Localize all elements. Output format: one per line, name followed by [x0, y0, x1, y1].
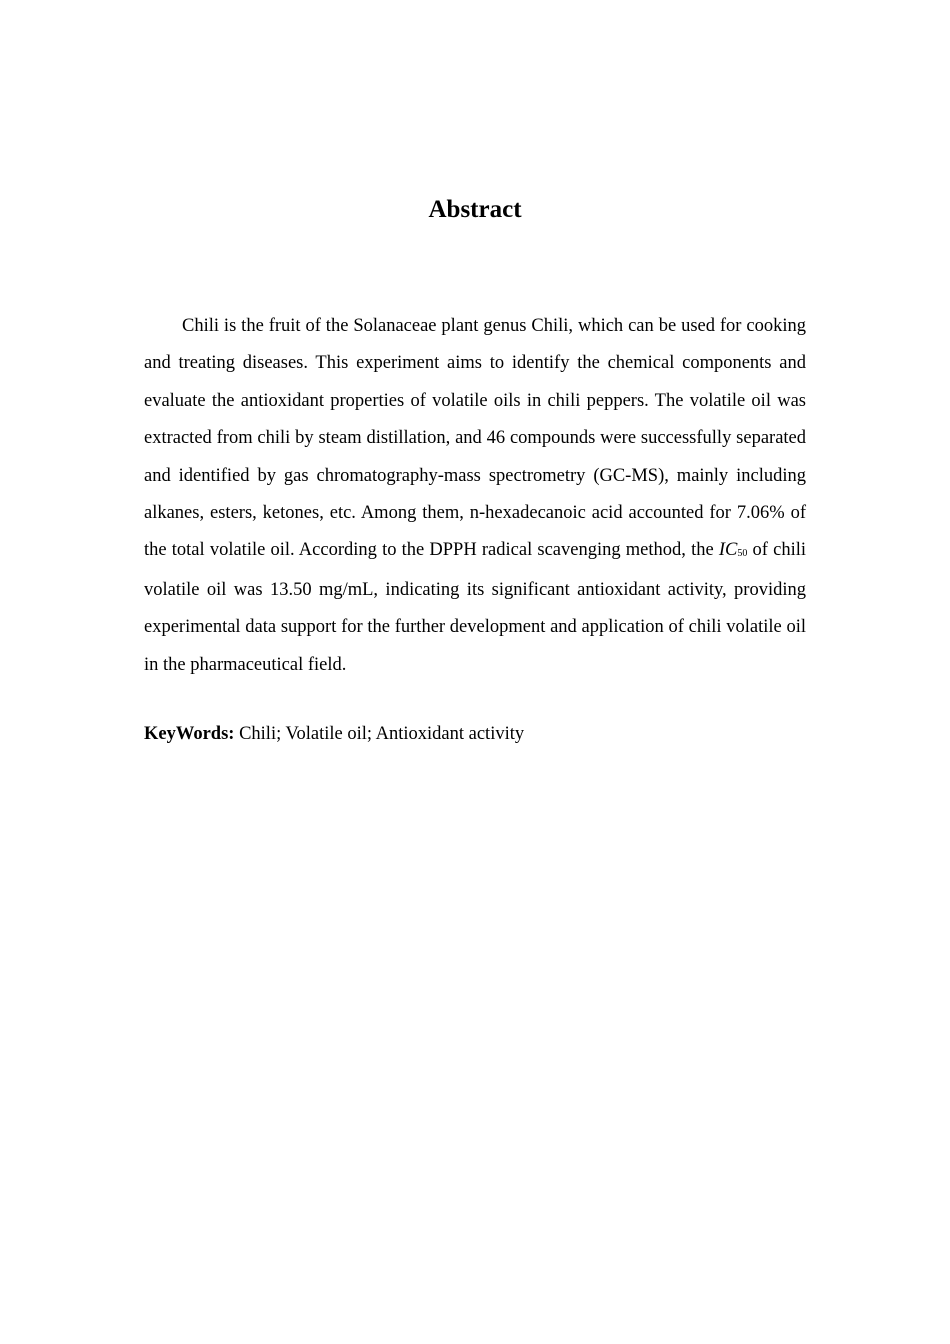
ic-symbol: IC — [718, 540, 738, 561]
abstract-text-part-2: of chili volatile oil was 13.50 mg/mL, indicating its significant antioxidant activity, providing experimental data support for the further development and application of chili volatile oil in the pharmaceutical field. — [144, 540, 807, 675]
keywords-label: KeyWords: — [144, 724, 235, 744]
abstract-paragraph — [144, 308, 806, 684]
abstract-text-part-1: Chili is the fruit of the Solanaceae plant genus Chili, which can be used for cooking and treating diseases. This experiment aims to identify the chemical components and evaluate the antioxidant properties of volatile oils in chili peppers. The volatile oil was extracted from chili by steam distillation, and 46 compounds were successfully separated and identified by gas chromatography-mass spectrometry (GC-MS), mainly including alkanes, esters, ketones, etc. Among them, n-hexadecanoic acid accounted for 7.06% of the total volatile oil. According to the DPPH radical scavenging method, the — [144, 316, 806, 561]
ic-subscript: 50 — [737, 548, 748, 560]
keywords-line — [144, 716, 806, 753]
keywords-value: Chili; Volatile oil; Antioxidant activity — [234, 724, 525, 744]
page-title: Abstract — [428, 196, 522, 223]
